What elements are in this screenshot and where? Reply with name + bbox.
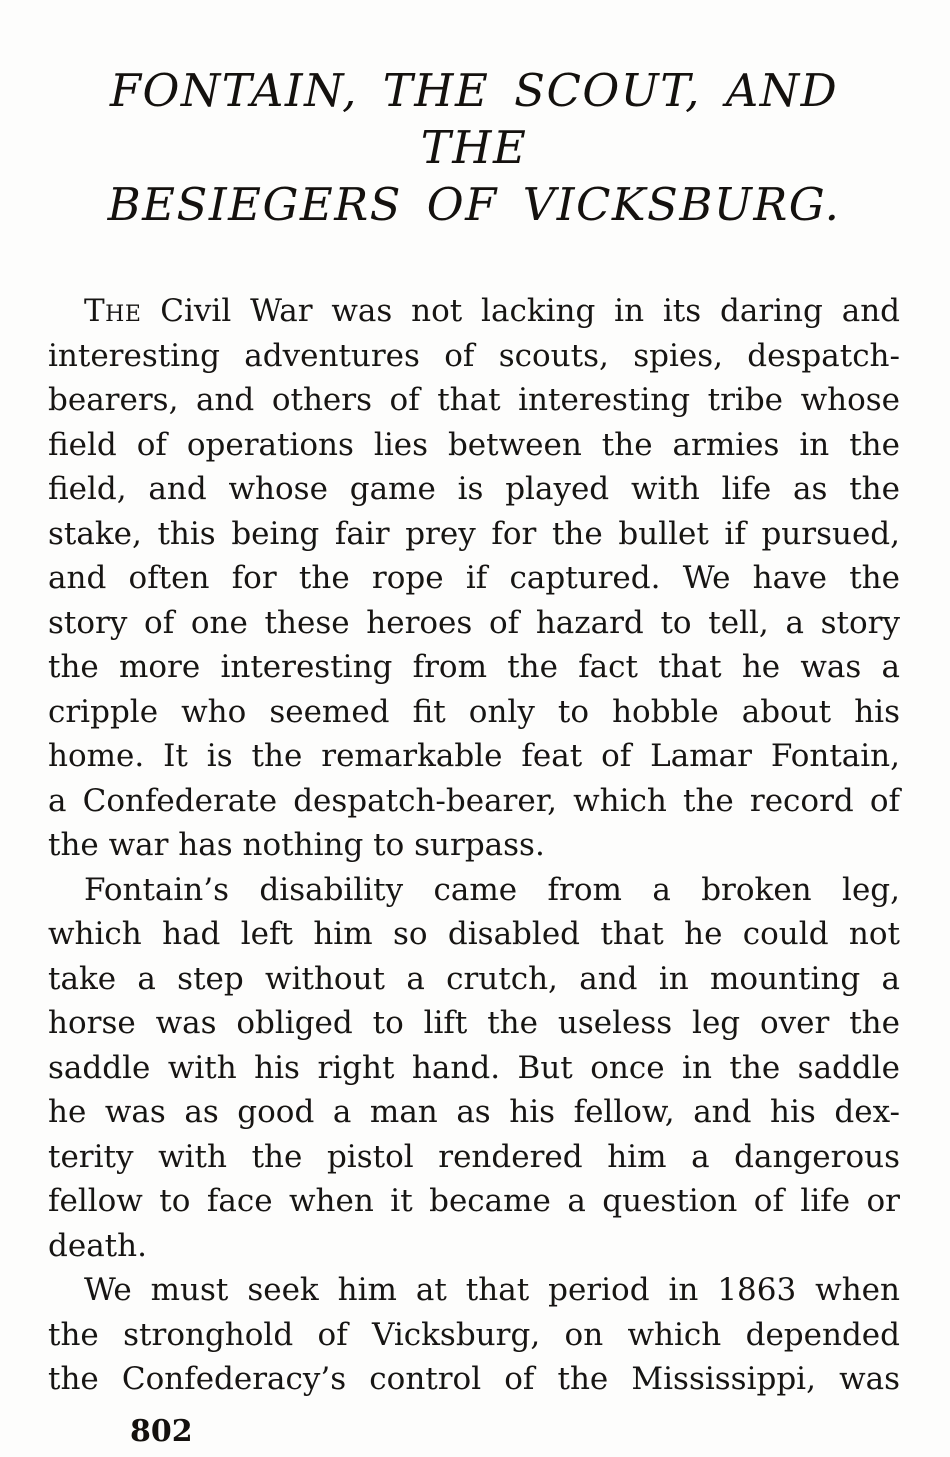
text-line: the Confederacy’s control of the Mississippi, was (48, 1361, 900, 1397)
text-line: fellow to face when it became a question of life or (48, 1183, 900, 1219)
page-body (48, 289, 900, 1402)
title-line-1: FONTAIN, THE SCOUT, AND THE (109, 64, 839, 174)
text-line: field, and whose game is played with life as the (48, 471, 900, 507)
text-line: the stronghold of Vicksburg, on which depended (48, 1316, 900, 1353)
text-line: story of one these heroes of hazard to tell, a story (48, 604, 900, 641)
smallcaps-lead: The (84, 293, 142, 329)
text-line: the war has nothing to surpass. (48, 827, 545, 863)
text-line: and often for the rope if captured. We have the (48, 560, 900, 596)
paragraph (48, 1268, 900, 1402)
text-line: bearers, and others of that interesting tribe whose (48, 382, 900, 418)
text-line: horse was obliged to lift the useless leg over the (48, 1005, 900, 1041)
text-line: stake, this being fair prey for the bullet if pursued, (48, 515, 900, 552)
text-line: death. (48, 1227, 147, 1264)
paragraph (48, 868, 900, 1269)
paragraph (48, 289, 900, 868)
page-number: 802 (130, 1413, 193, 1449)
text-line: a Confederate despatch-bearer, which the record of (48, 782, 900, 819)
text-line: cripple who seemed fit only to hobble about his (48, 693, 900, 730)
text-line: terity with the pistol rendered him a dangerous (48, 1138, 900, 1175)
text-line: The Civil War was not lacking in its daring and (84, 293, 900, 329)
title-line-2: BESIEGERS OF VICKSBURG. (107, 178, 841, 231)
text-line: interesting adventures of scouts, spies, despatch- (48, 337, 900, 374)
text-line: take a step without a crutch, and in mounting a (48, 960, 900, 997)
text-line: which had left him so disabled that he could not (48, 916, 900, 952)
text-line: field of operations lies between the armies in the (48, 426, 900, 463)
text-line: Fontain’s disability came from a broken leg, (84, 871, 900, 908)
text-line: he was as good a man as his fellow, and his dex- (48, 1094, 900, 1130)
text-line: home. It is the remarkable feat of Lamar Fontain, (48, 738, 900, 774)
page-title (48, 62, 900, 233)
page-header (48, 62, 900, 233)
text-line: the more interesting from the fact that he was a (48, 649, 900, 685)
text-line: We must seek him at that period in 1863 when (84, 1272, 900, 1308)
text-line: saddle with his right hand. But once in the saddle (48, 1049, 900, 1086)
